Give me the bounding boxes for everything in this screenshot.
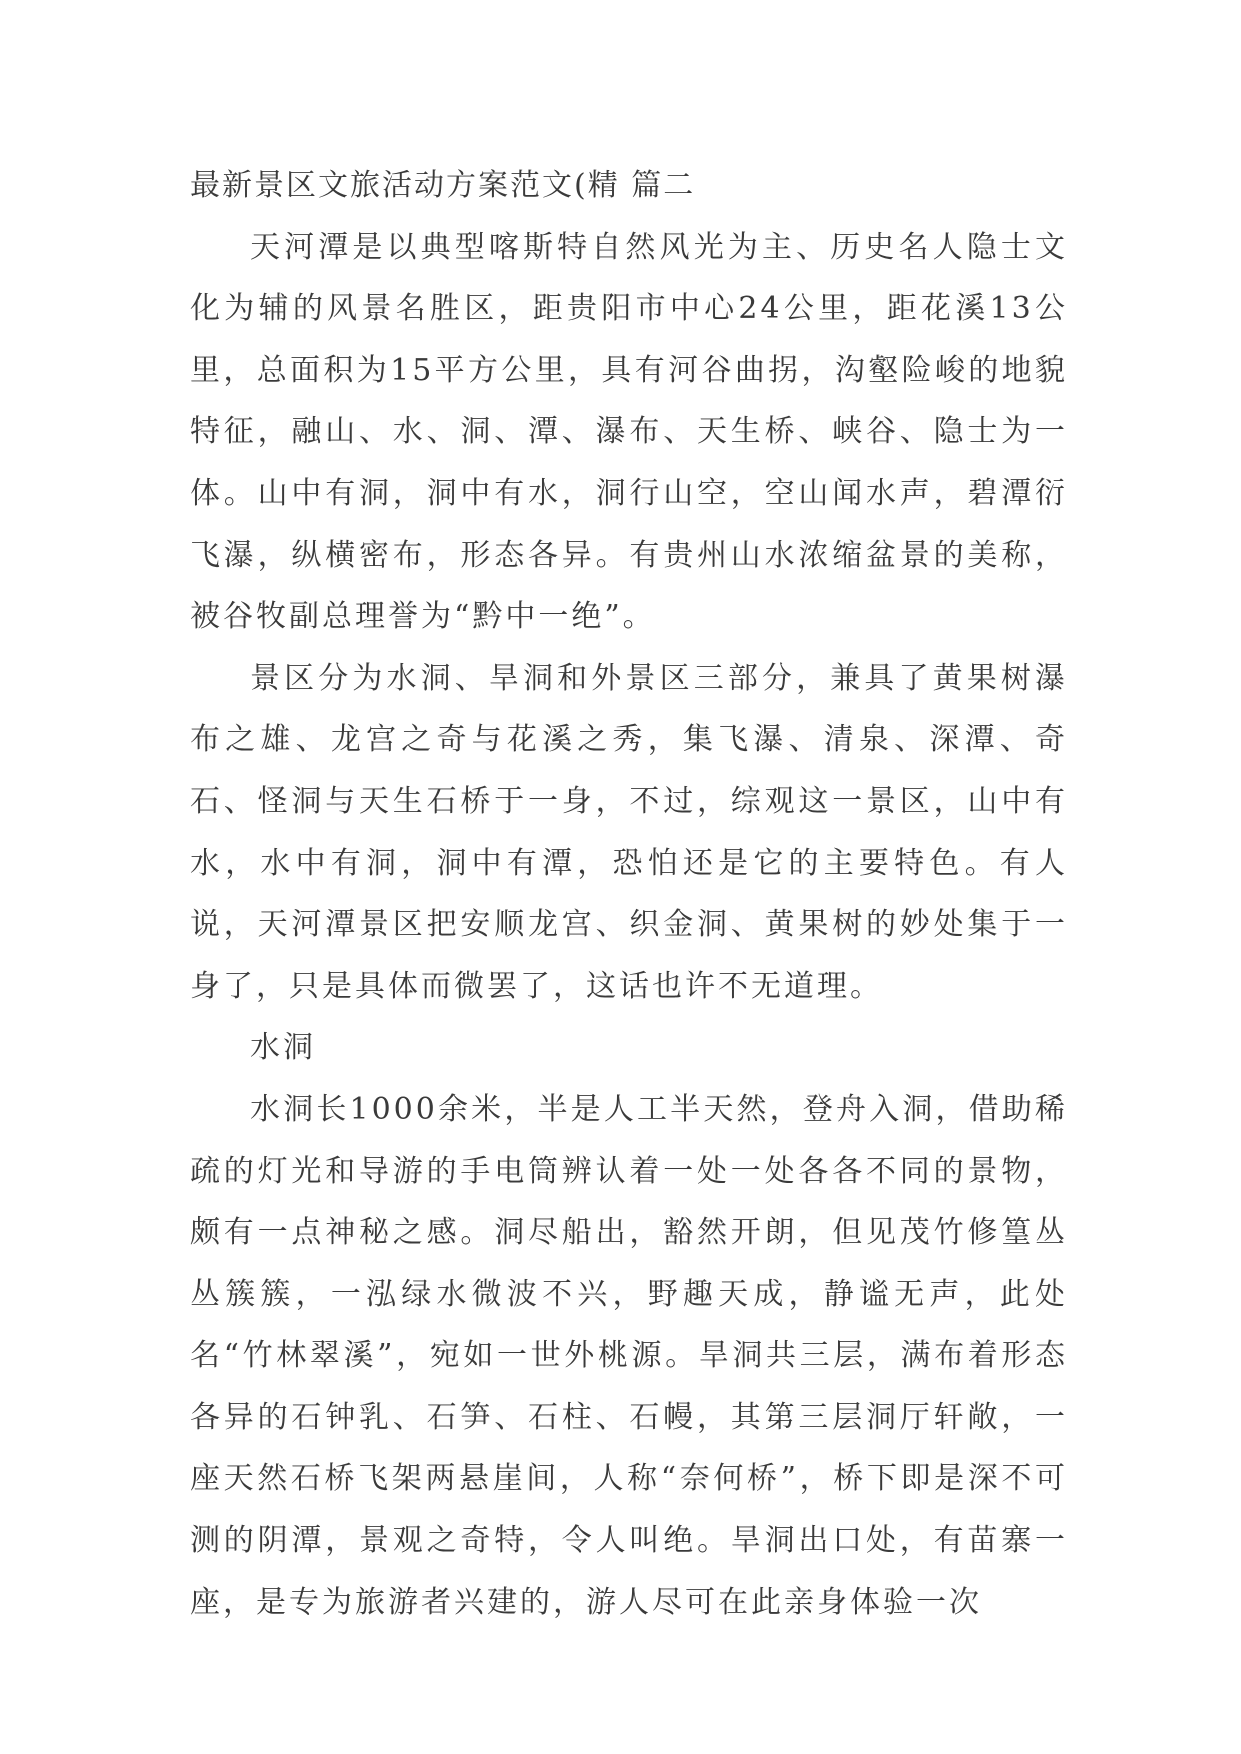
paragraph-tianhetan-intro: 天河潭是以典型喀斯特自然风光为主、历史名人隐士文化为辅的风景名胜区，距贵阳市中心24公里，距花溪13公里，总面积为15平方公里，具有河谷曲拐，沟壑险峻的地貌特征，融山、水、洞、潭、瀑布、天生桥、峡谷、隐士为一体。山中有洞，洞中有水，洞行山空，空山闻水声，碧潭衍飞瀑，纵横密布，形态各异。有贵州山水浓缩盆景的美称，被谷牧副总理誉为“黔中一绝”。 [190,229,1068,635]
document-body [190,155,1068,1633]
section-heading-water-cave: 水洞 [250,1030,316,1066]
document-title: 最新景区文旅活动方案范文(精 篇二 [190,168,696,203]
paragraph-water-cave: 水洞长1000余米，半是人工半天然，登舟入洞，借助稀疏的灯光和导游的手电筒辨认着一处一处各各不同的景物，颇有一点神秘之感。洞尽船出，豁然开朗，但见茂竹修篁丛丛簇簇，一泓绿水微波不兴，野趣天成，静谧无声，此处名“竹林翠溪”，宛如一世外桃源。旱洞共三层，满布着形态各异的石钟乳、石笋、石柱、石幔，其第三层洞厅轩敞，一座天然石桥飞架两悬崖间，人称“奈何桥”，桥下即是深不可测的阴潭，景观之奇特，令人叫绝。旱洞出口处，有苗寨一座，是专为旅游者兴建的，游人尽可在此亲身体验一次 [190,1091,1068,1620]
paragraph-scenic-areas: 景区分为水洞、旱洞和外景区三部分，兼具了黄果树瀑布之雄、龙宫之奇与花溪之秀，集飞瀑、清泉、深潭、奇石、怪洞与天生石桥于一身，不过，综观这一景区，山中有水，水中有洞，洞中有潭，恐怕还是它的主要特色。有人说，天河潭景区把安顺龙宫、织金洞、黄果树的妙处集于一身了，只是具体而微罢了，这话也许不无道理。 [190,660,1068,1004]
